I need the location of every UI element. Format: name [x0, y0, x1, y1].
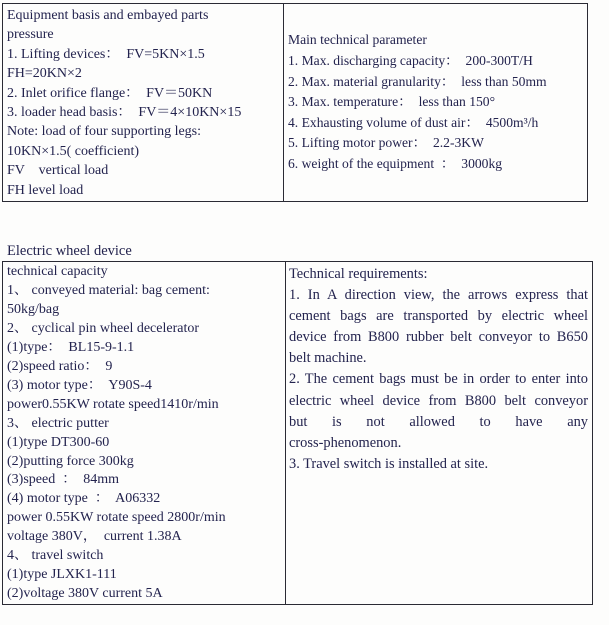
technical-requirements-cell	[286, 262, 592, 604]
equipment-basis-table	[2, 3, 588, 202]
text-line: 3. loader head basis： FV＝4×10KN×15	[7, 105, 242, 121]
text-line: (1)type JLXK1-111	[7, 567, 117, 583]
text-line: 4、 travel switch	[7, 548, 104, 564]
text-line: 1、 conveyed material: bag cement:	[7, 282, 210, 298]
text-line: device from B800 rubber belt conveyor to B650	[289, 329, 588, 346]
text-line: (3) motor type： Y90S-4	[7, 377, 152, 393]
text-line: cement bags are transported by electric wheel	[289, 308, 588, 325]
text-line: 6. weight of the equipment ： 3000kg	[288, 155, 503, 171]
technical-capacity-cell	[3, 262, 286, 604]
text-line: 5. Lifting motor power： 2.2-3KW	[288, 135, 484, 151]
text-line: Technical requirements:	[289, 266, 428, 282]
text-line: 2. Inlet orifice flange： FV＝50KN	[7, 85, 213, 101]
electric-wheel-device-caption: Electric wheel device	[7, 243, 132, 259]
electric-wheel-device-table	[2, 261, 593, 605]
text-line: power 0.55KW rotate speed 2800r/min	[7, 510, 226, 526]
text-line: FH level load	[7, 182, 84, 198]
main-technical-parameter-cell	[284, 4, 587, 201]
text-line: but is not allowed to have any	[289, 413, 588, 430]
text-line: (1)type DT300-60	[7, 434, 110, 450]
text-line: technical capacity	[7, 264, 108, 279]
text-line: 1. Lifting devices： FV=5KN×1.5	[7, 46, 205, 62]
text-line: (2)putting force 300kg	[7, 453, 134, 469]
text-line: 50kg/bag	[7, 301, 60, 317]
text-line: 1. Max. discharging capacity： 200-300T/H	[288, 53, 533, 69]
text-line: (2)voltage 380V current 5A	[7, 586, 163, 602]
text-line: FV vertical load	[7, 163, 109, 179]
text-line: Note: load of four supporting legs:	[7, 124, 202, 140]
text-line: 1. In A direction view, the arrows express that	[289, 287, 588, 304]
text-line: voltage 380V， current 1.38A	[7, 529, 182, 545]
text-line: power0.55KW rotate speed1410r/min	[7, 396, 219, 412]
text-line: (2)speed ratio： 9	[7, 358, 113, 374]
text-line: Equipment basis and embayed parts	[7, 8, 209, 23]
text-line: 2. The cement bags must be in order to enter into	[289, 371, 588, 388]
text-line: FH=20KN×2	[7, 66, 82, 82]
text-line: (4) motor type ： A06332	[7, 491, 161, 507]
text-line: (3)speed ： 84mm	[7, 472, 119, 488]
text-line: (1)type： BL15-9-1.1	[7, 339, 135, 355]
text-line: 2、 cyclical pin wheel decelerator	[7, 320, 200, 336]
text-line: 3. Max. temperature： less than 150°	[288, 94, 496, 110]
text-line: 3. Travel switch is installed at site.	[289, 455, 489, 472]
text-line: pressure	[7, 27, 54, 43]
text-line: Main technical parameter	[288, 32, 427, 48]
text-line: 3、 electric putter	[7, 415, 109, 431]
text-line: 2. Max. material granularity： less than 50mm	[288, 73, 547, 89]
equipment-basis-cell	[3, 4, 284, 201]
text-line: 4. Exhausting volume of dust air： 4500m³/h	[288, 114, 539, 130]
text-line: electric wheel device from B800 belt conveyor	[289, 392, 588, 409]
text-line: 10KN×1.5( coefficient)	[7, 143, 140, 159]
text-line: belt machine.	[289, 350, 367, 367]
text-line: cross-phenomenon.	[289, 434, 402, 451]
